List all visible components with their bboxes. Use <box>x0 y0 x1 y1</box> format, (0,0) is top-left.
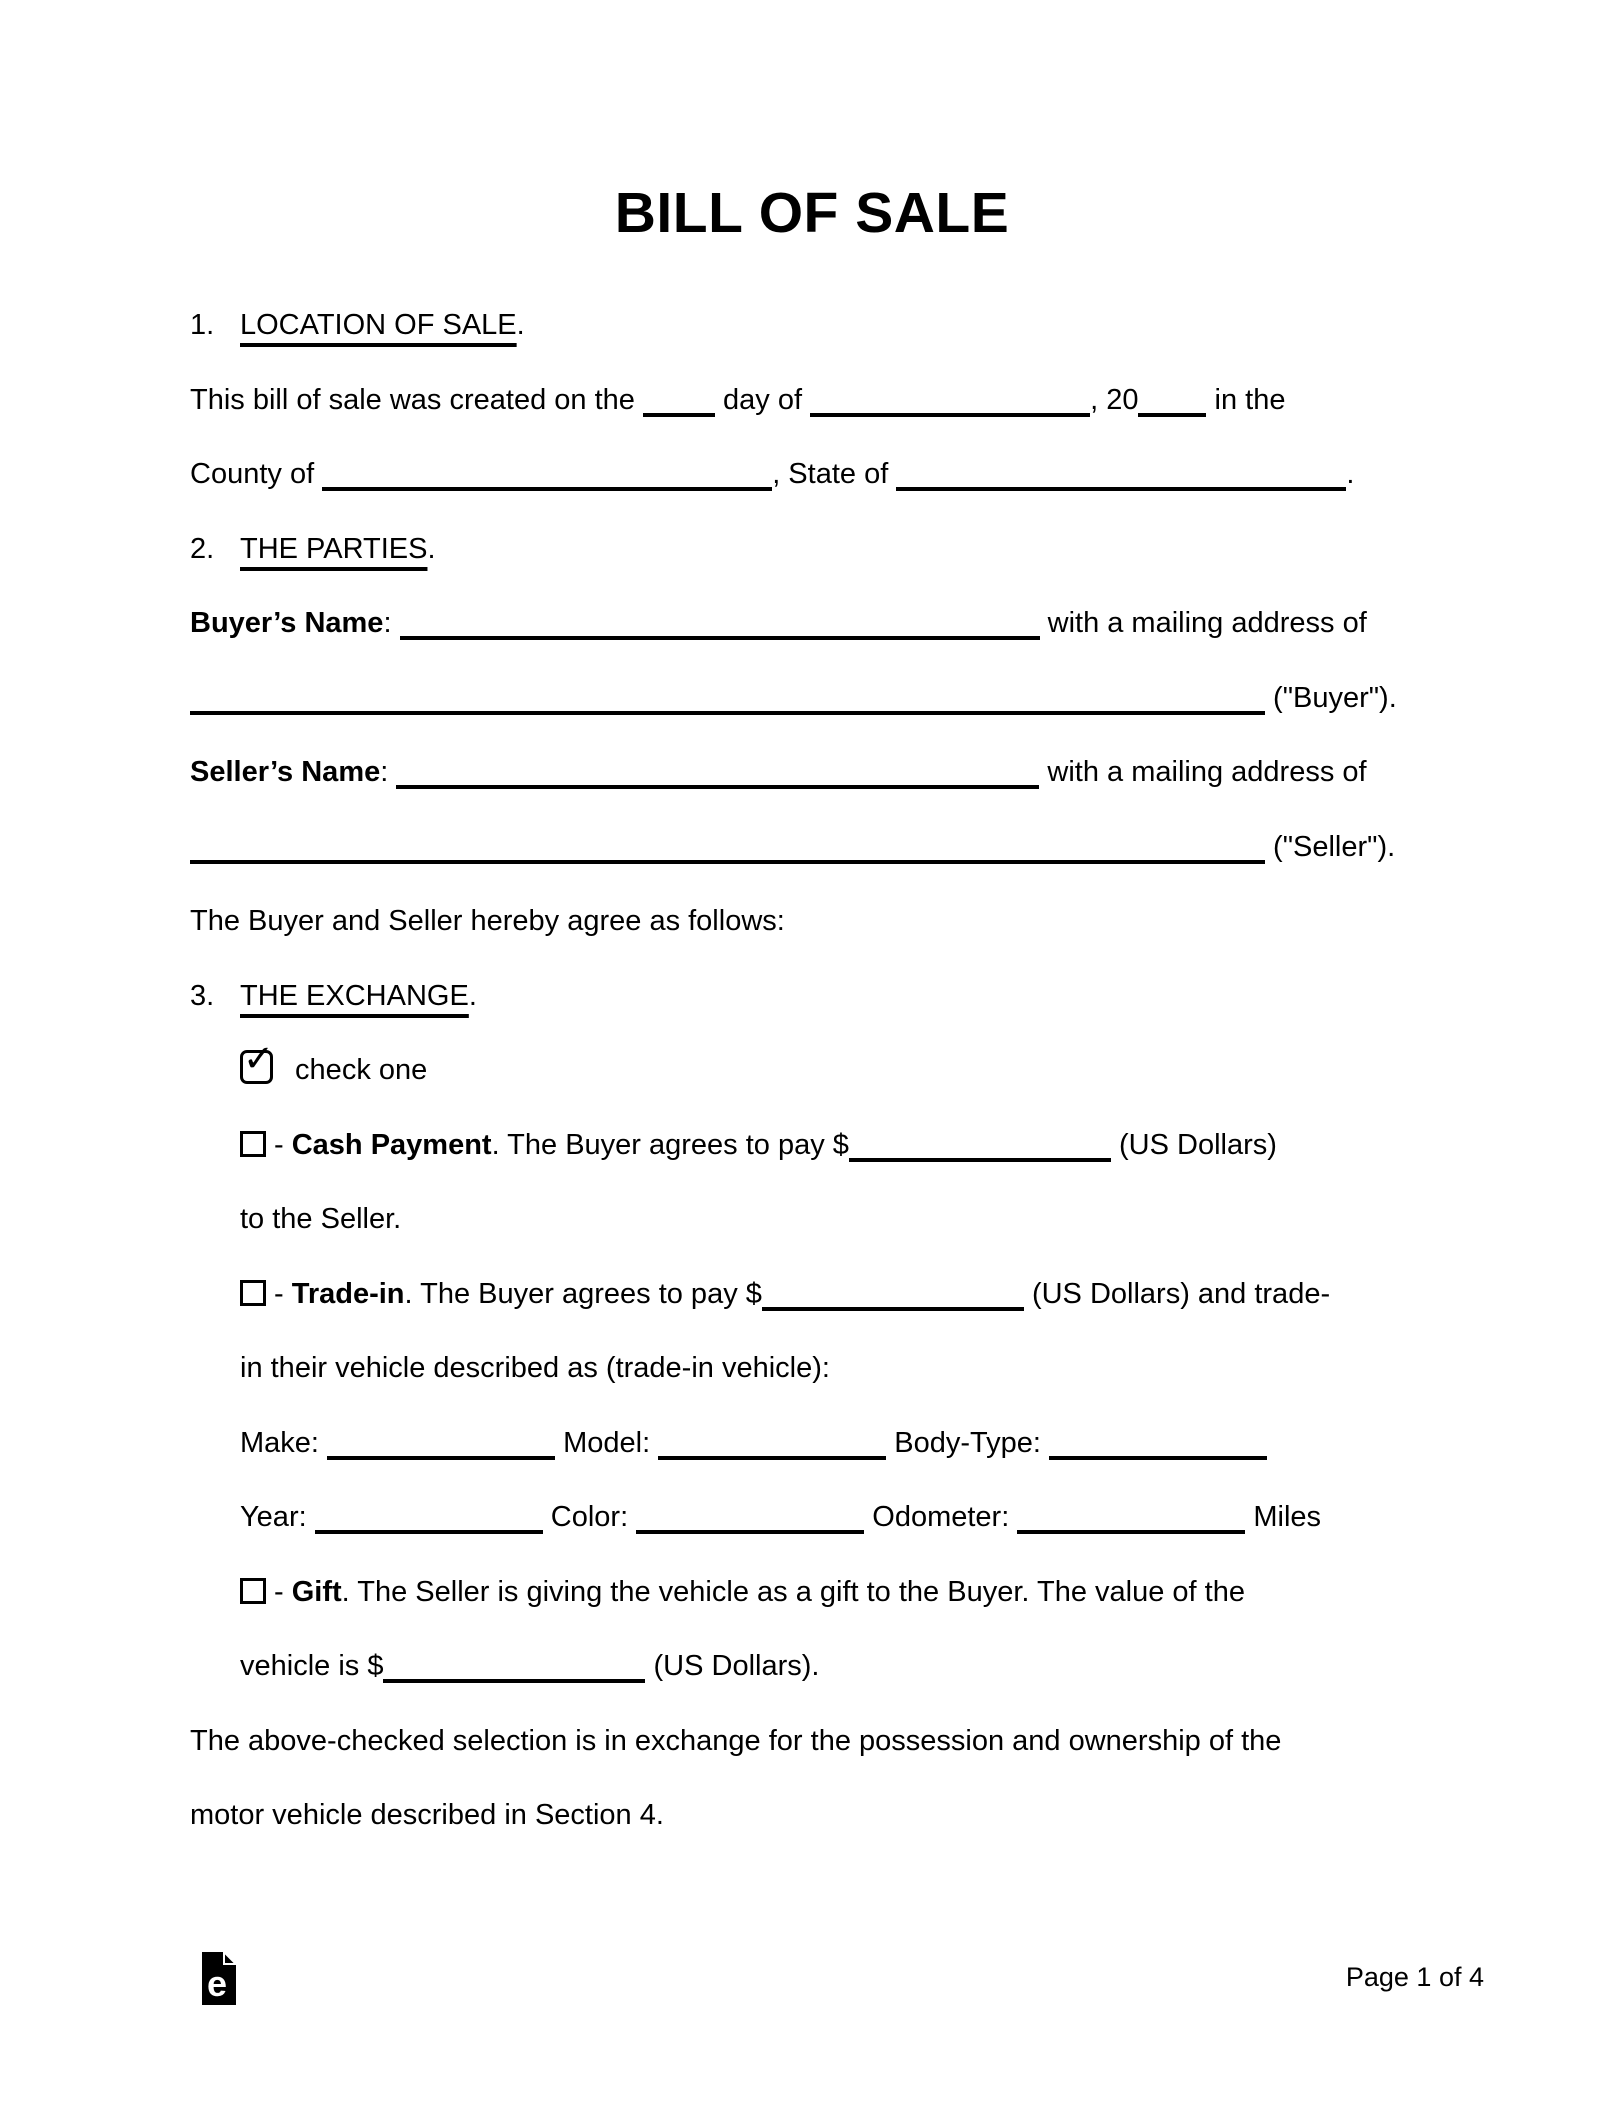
section-3-heading-number: 3. <box>190 979 215 1012</box>
page-number-label: Page 1 of 4 <box>1345 1962 1484 1992</box>
line-trade-in-2-text-0: in their vehicle described as (trade-in vehicle): <box>240 1352 830 1384</box>
line-exchange-note <box>190 1704 1460 1779</box>
document-body <box>190 288 1460 1853</box>
line-seller-address <box>190 810 1460 885</box>
line-agreement-text-0: The Buyer and Seller hereby agree as follows: <box>190 905 785 937</box>
line-make-model-bodytype-text-0: Make: <box>240 1426 328 1459</box>
gift-checkbox[interactable] <box>240 1578 266 1604</box>
line-cash-payment-2-text-0: to the Seller. <box>240 1203 402 1235</box>
line-check-one <box>190 1033 1460 1108</box>
section-1-heading-period: . <box>516 309 525 341</box>
line-county-state <box>190 437 1460 512</box>
line-seller-address-text-1: ("Seller"). <box>1265 830 1396 863</box>
line-gift <box>190 1555 1460 1630</box>
buyer-name-blank-field[interactable] <box>400 636 1040 640</box>
line-exchange-note-2 <box>190 1778 1460 1853</box>
section-2-heading-label: THE PARTIES <box>240 532 428 565</box>
sale-year-blank-field[interactable] <box>1138 413 1206 417</box>
line-make-model-bodytype <box>190 1406 1460 1481</box>
line-buyer-address <box>190 661 1460 736</box>
line-gift-2 <box>190 1629 1460 1704</box>
line-trade-in-2 <box>190 1331 1460 1406</box>
section-1-heading <box>190 288 1460 363</box>
section-1-heading-label: LOCATION OF SALE <box>240 309 517 341</box>
seller-name-blank-field[interactable] <box>396 785 1039 789</box>
trade-in-amount-blank-field[interactable] <box>762 1307 1024 1311</box>
section-3-heading-label: THE EXCHANGE <box>240 979 469 1012</box>
gift-value-blank-field[interactable] <box>383 1679 645 1683</box>
check-icon: ✓ <box>243 1037 275 1080</box>
line-exchange-note-2-text-0: motor vehicle described in Section 4. <box>190 1799 664 1831</box>
line-county-state-text-0: County of <box>190 458 323 490</box>
section-3-heading-period: . <box>468 979 477 1012</box>
line-buyer-name <box>190 586 1460 661</box>
line-created-date-text-6: in the <box>1206 383 1286 416</box>
county-blank-field[interactable] <box>322 487 772 491</box>
trade-odometer-blank-field[interactable] <box>1017 1530 1245 1534</box>
section-1-heading-number: 1. <box>190 309 215 341</box>
trade-model-blank-field[interactable] <box>658 1456 886 1460</box>
line-cash-payment-2 <box>190 1182 1460 1257</box>
logo-letter: e <box>206 1963 228 2004</box>
trade-make-blank-field[interactable] <box>327 1456 555 1460</box>
sale-month-blank-field[interactable] <box>810 413 1090 417</box>
line-trade-in-text-3: . The Buyer agrees to pay $ <box>404 1277 762 1310</box>
document-shape-icon <box>202 1952 236 2005</box>
eforms-logo <box>202 1952 236 2005</box>
line-gift-text-1: - <box>274 1575 292 1608</box>
line-county-state-text-4: . <box>1346 458 1355 490</box>
line-cash-payment <box>190 1108 1460 1183</box>
line-make-model-bodytype-text-4: Body-Type: <box>886 1426 1050 1459</box>
trade-year-blank-field[interactable] <box>315 1530 543 1534</box>
line-buyer-address-text-1: ("Buyer"). <box>1265 681 1397 714</box>
line-year-color-odometer <box>190 1480 1460 1555</box>
line-gift-2-text-2: (US Dollars). <box>645 1650 820 1682</box>
line-cash-payment-text-5: (US Dollars) <box>1110 1128 1277 1161</box>
line-seller-name-text-3: with a mailing address of <box>1039 756 1367 788</box>
buyer-address-blank-field[interactable] <box>190 711 1265 715</box>
state-blank-field[interactable] <box>896 487 1346 491</box>
line-exchange-note-text-0: The above-checked selection is in exchange for the possession and ownership of the <box>190 1724 1282 1757</box>
line-gift-2-text-0: vehicle is $ <box>240 1650 384 1682</box>
line-agreement <box>190 884 1460 959</box>
line-county-state-text-2: , State of <box>772 458 897 490</box>
line-cash-payment-text-3: . The Buyer agrees to pay $ <box>491 1128 849 1161</box>
line-year-color-odometer-text-0: Year: <box>240 1501 315 1533</box>
trade-body-type-blank-field[interactable] <box>1049 1456 1267 1460</box>
line-trade-in-text-2: Trade-in <box>291 1277 405 1310</box>
document-title: BILL OF SALE <box>614 181 1010 245</box>
line-seller-name <box>190 735 1460 810</box>
line-gift-text-3: . The Seller is giving the vehicle as a gift to the Buyer. The value of the <box>341 1575 1245 1608</box>
section-3-heading <box>190 959 1460 1034</box>
line-trade-in-text-5: (US Dollars) and trade- <box>1023 1277 1331 1310</box>
line-buyer-name-text-0: Buyer’s Name <box>190 607 384 639</box>
trade-in-checkbox[interactable] <box>240 1280 266 1306</box>
section-2-heading-period: . <box>427 532 436 565</box>
line-make-model-bodytype-text-2: Model: <box>555 1426 659 1459</box>
line-year-color-odometer-text-6: Miles <box>1245 1501 1322 1533</box>
line-trade-in <box>190 1257 1460 1332</box>
line-cash-payment-text-2: Cash Payment <box>291 1128 492 1161</box>
seller-address-blank-field[interactable] <box>190 860 1265 864</box>
line-trade-in-text-1: - <box>274 1277 292 1310</box>
section-2-heading-number: 2. <box>190 532 215 565</box>
line-check-one-text-1: check one <box>287 1054 428 1086</box>
line-cash-payment-text-1: - <box>274 1128 292 1161</box>
line-seller-name-text-1: : <box>380 756 397 788</box>
line-year-color-odometer-text-2: Color: <box>542 1501 637 1533</box>
sale-day-blank-field[interactable] <box>643 413 715 417</box>
section-2-heading <box>190 512 1460 587</box>
line-created-date-text-4: , 20 <box>1090 383 1139 416</box>
line-created-date <box>190 363 1460 438</box>
line-seller-name-text-0: Seller’s Name <box>190 756 381 788</box>
line-created-date-text-2: day of <box>714 383 811 416</box>
line-created-date-text-0: This bill of sale was created on the <box>190 383 643 416</box>
trade-color-blank-field[interactable] <box>636 1530 864 1534</box>
line-gift-text-2: Gift <box>291 1575 342 1608</box>
check-one-checkbox[interactable] <box>240 1037 275 1084</box>
cash-payment-checkbox[interactable] <box>240 1131 266 1157</box>
cash-amount-blank-field[interactable] <box>849 1158 1111 1162</box>
line-buyer-name-text-1: : <box>383 607 400 639</box>
line-buyer-name-text-3: with a mailing address of <box>1039 607 1367 639</box>
line-year-color-odometer-text-4: Odometer: <box>864 1501 1018 1533</box>
